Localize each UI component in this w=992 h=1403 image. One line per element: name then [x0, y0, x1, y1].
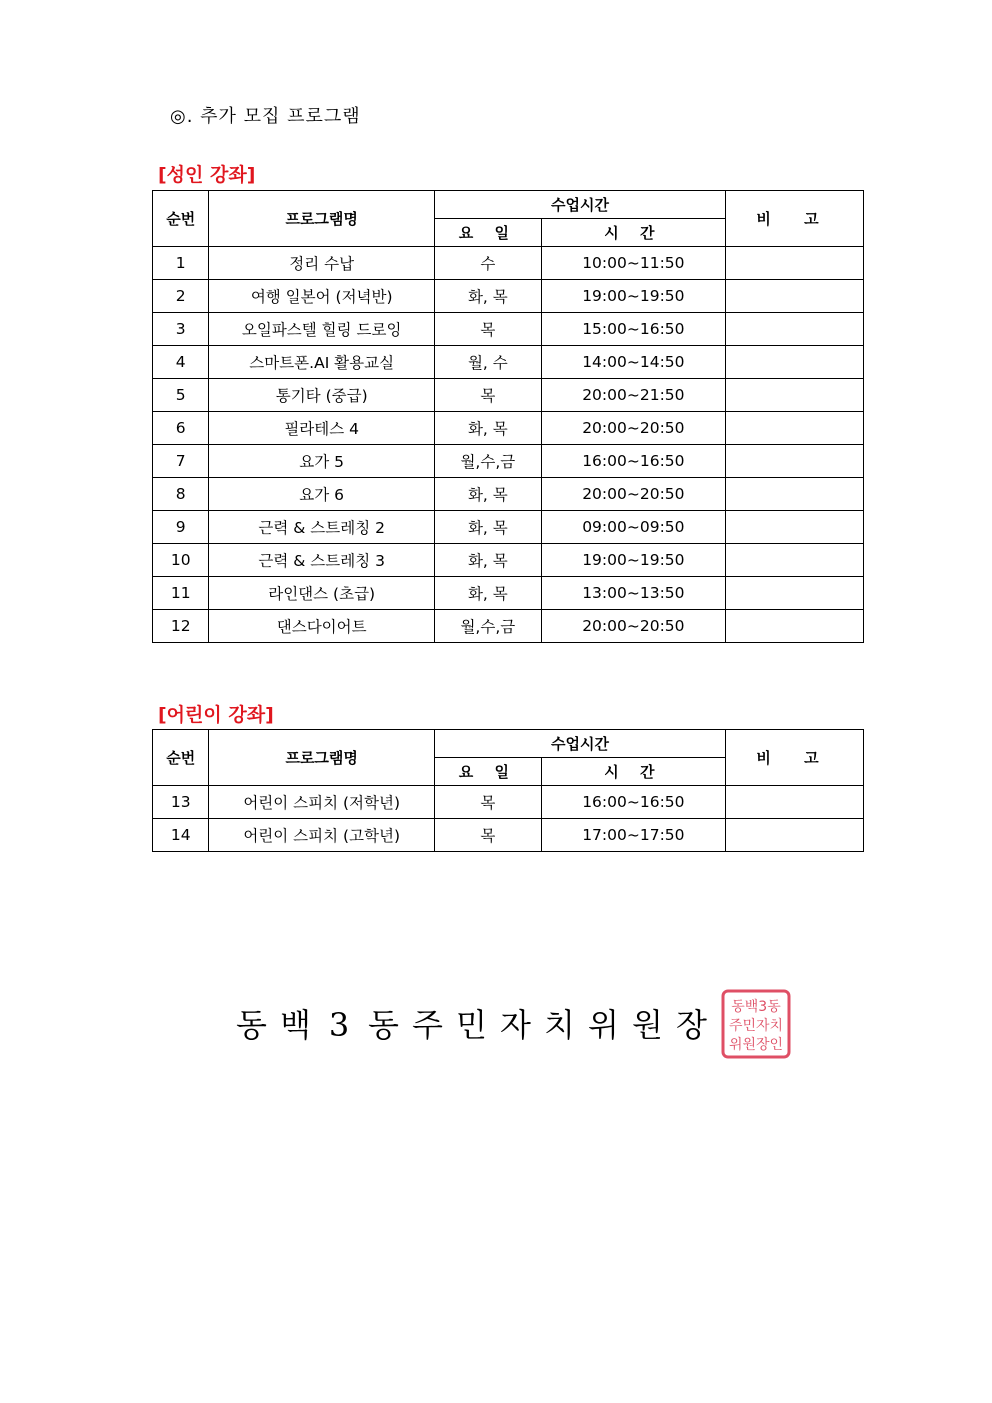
table-row — [153, 412, 864, 445]
cell-no: 14 — [153, 819, 209, 852]
cell-day: 화, 목 — [434, 577, 541, 610]
cell-note — [726, 786, 864, 819]
table-row — [153, 247, 864, 280]
cell-day: 목 — [434, 819, 541, 852]
kids-rows — [153, 786, 864, 852]
cell-time: 16:00~16:50 — [541, 445, 725, 478]
cell-day: 목 — [434, 313, 541, 346]
cell-day: 화, 목 — [434, 511, 541, 544]
cell-note — [726, 247, 864, 280]
cell-note — [726, 379, 864, 412]
seal-text-line: 주민자치 — [728, 1018, 784, 1034]
header-time-group: 수업시간 — [434, 191, 725, 219]
adult-schedule-table — [152, 190, 864, 643]
official-seal-stamp — [720, 988, 792, 1060]
cell-no: 3 — [153, 313, 209, 346]
cell-time: 17:00~17:50 — [541, 819, 725, 852]
signature-char: 위 — [588, 1006, 633, 1044]
table-row — [153, 445, 864, 478]
table-row — [153, 478, 864, 511]
signature-char: 원 — [632, 1006, 677, 1044]
seal-text-line: 동백3동 — [731, 999, 781, 1015]
cell-time: 15:00~16:50 — [541, 313, 725, 346]
cell-day: 화, 목 — [434, 280, 541, 313]
cell-note — [726, 478, 864, 511]
header-name: 프로그램명 — [209, 730, 435, 786]
signature-char: 치 — [544, 1006, 589, 1044]
cell-time: 20:00~20:50 — [541, 610, 725, 643]
cell-note — [726, 577, 864, 610]
cell-no: 6 — [153, 412, 209, 445]
kids-section-title: [어린이 강좌] — [158, 704, 274, 726]
kids-schedule-table — [152, 729, 864, 852]
cell-note — [726, 346, 864, 379]
cell-no: 11 — [153, 577, 209, 610]
table-row — [153, 346, 864, 379]
cell-note — [726, 445, 864, 478]
header-no: 순번 — [153, 730, 209, 786]
cell-day: 월,수,금 — [434, 610, 541, 643]
cell-no: 7 — [153, 445, 209, 478]
table-row — [153, 786, 864, 819]
cell-time: 20:00~20:50 — [541, 478, 725, 511]
cell-time: 19:00~19:50 — [541, 544, 725, 577]
cell-time: 09:00~09:50 — [541, 511, 725, 544]
cell-program-name: 필라테스 4 — [209, 412, 435, 445]
cell-no: 8 — [153, 478, 209, 511]
page-heading: ◎. 추가 모집 프로그램 — [170, 106, 361, 127]
cell-no: 1 — [153, 247, 209, 280]
header-name: 프로그램명 — [209, 191, 435, 247]
cell-no: 12 — [153, 610, 209, 643]
header-day: 요 일 — [434, 219, 541, 247]
cell-program-name: 요가 5 — [209, 445, 435, 478]
adult-rows — [153, 247, 864, 643]
table-row — [153, 280, 864, 313]
cell-time: 20:00~21:50 — [541, 379, 725, 412]
cell-time: 10:00~11:50 — [541, 247, 725, 280]
cell-time: 20:00~20:50 — [541, 412, 725, 445]
header-time: 시 간 — [541, 219, 725, 247]
table-row — [153, 819, 864, 852]
cell-program-name: 요가 6 — [209, 478, 435, 511]
cell-program-name: 근력 & 스트레칭 2 — [209, 511, 435, 544]
cell-day: 화, 목 — [434, 478, 541, 511]
header-note: 비 고 — [726, 191, 864, 247]
cell-note — [726, 819, 864, 852]
cell-program-name: 라인댄스 (초급) — [209, 577, 435, 610]
header-note: 비 고 — [726, 730, 864, 786]
cell-day: 월,수,금 — [434, 445, 541, 478]
cell-note — [726, 412, 864, 445]
signature-char: 3 — [328, 1006, 364, 1044]
cell-program-name: 정리 수납 — [209, 247, 435, 280]
signature-char: 자 — [500, 1006, 545, 1044]
table-row — [153, 610, 864, 643]
cell-time: 14:00~14:50 — [541, 346, 725, 379]
signature-char: 동 — [368, 1006, 413, 1044]
cell-day: 목 — [434, 379, 541, 412]
table-row — [153, 379, 864, 412]
cell-note — [726, 280, 864, 313]
cell-day: 수 — [434, 247, 541, 280]
cell-no: 10 — [153, 544, 209, 577]
table-row — [153, 577, 864, 610]
cell-program-name: 스마트폰.AI 활용교실 — [209, 346, 435, 379]
header-time-group: 수업시간 — [434, 730, 725, 758]
cell-no: 5 — [153, 379, 209, 412]
header-day: 요 일 — [434, 758, 541, 786]
cell-note — [726, 610, 864, 643]
cell-day: 화, 목 — [434, 412, 541, 445]
header-time: 시 간 — [541, 758, 725, 786]
cell-program-name: 통기타 (중급) — [209, 379, 435, 412]
cell-day: 목 — [434, 786, 541, 819]
signature-char: 백 — [280, 1006, 325, 1044]
cell-day: 월, 수 — [434, 346, 541, 379]
cell-program-name: 어린이 스피치 (고학년) — [209, 819, 435, 852]
signature-char: 주 — [412, 1006, 457, 1044]
adult-section-title: [성인 강좌] — [158, 164, 256, 186]
cell-time: 13:00~13:50 — [541, 577, 725, 610]
cell-time: 19:00~19:50 — [541, 280, 725, 313]
cell-no: 2 — [153, 280, 209, 313]
cell-program-name: 여행 일본어 (저녁반) — [209, 280, 435, 313]
table-row — [153, 544, 864, 577]
signature-char: 민 — [456, 1006, 501, 1044]
cell-note — [726, 511, 864, 544]
cell-note — [726, 313, 864, 346]
signature-char: 장 — [676, 1006, 721, 1044]
cell-no: 13 — [153, 786, 209, 819]
table-row — [153, 511, 864, 544]
cell-program-name: 댄스다이어트 — [209, 610, 435, 643]
cell-day: 화, 목 — [434, 544, 541, 577]
cell-program-name: 근력 & 스트레칭 3 — [209, 544, 435, 577]
cell-program-name: 어린이 스피치 (저학년) — [209, 786, 435, 819]
cell-no: 9 — [153, 511, 209, 544]
seal-text-line: 위원장인 — [728, 1037, 784, 1053]
signature-char: 동 — [236, 1006, 281, 1044]
header-no: 순번 — [153, 191, 209, 247]
cell-note — [726, 544, 864, 577]
cell-program-name: 오일파스텔 힐링 드로잉 — [209, 313, 435, 346]
cell-no: 4 — [153, 346, 209, 379]
cell-time: 16:00~16:50 — [541, 786, 725, 819]
table-row — [153, 313, 864, 346]
issuer-signature-line — [236, 1000, 720, 1046]
